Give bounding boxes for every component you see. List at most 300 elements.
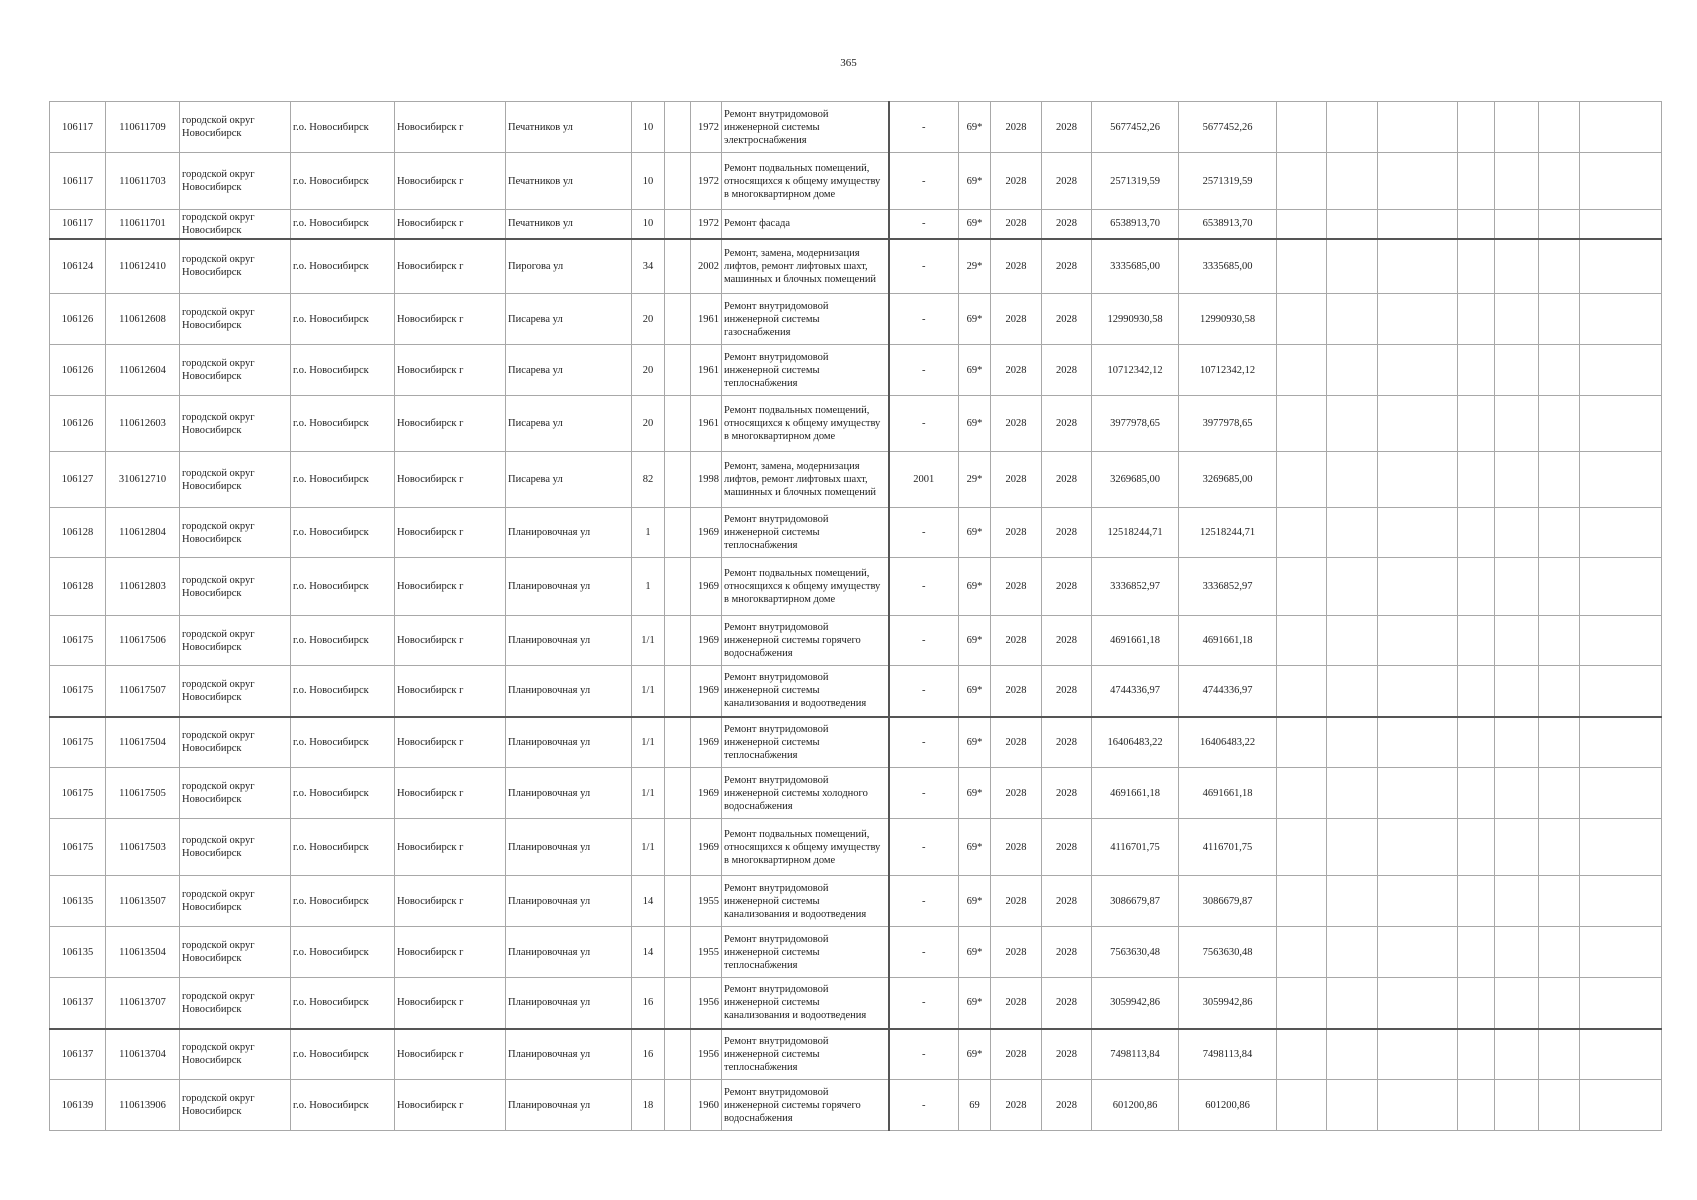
- empty-cell: [1277, 102, 1327, 153]
- empty-cell: [1539, 768, 1580, 819]
- city-cell: Новосибирск г: [395, 345, 506, 396]
- empty-cell: [1378, 239, 1458, 294]
- empty-cell: [1378, 1080, 1458, 1131]
- house-number-cell: 1/1: [632, 819, 665, 876]
- cost-fund-cell: 4691661,18: [1179, 616, 1277, 666]
- wear-percent-cell: 69*: [959, 102, 991, 153]
- empty-cell: [1539, 294, 1580, 345]
- object-id-cell: 106128: [50, 508, 106, 558]
- house-number-cell: 18: [632, 1080, 665, 1131]
- work-type-cell: Ремонт подвальных помещений, относящихся к общему имуществу в многоквартирном доме: [722, 396, 889, 452]
- empty-cell: [1277, 876, 1327, 927]
- empty-cell: [1580, 558, 1662, 616]
- work-type-cell: Ремонт подвальных помещений, относящихся к общему имуществу в многоквартирном доме: [722, 153, 889, 210]
- municipality-cell: городской округ Новосибирск: [180, 508, 291, 558]
- page-number: 365: [840, 57, 857, 69]
- wear-percent-cell: 69*: [959, 294, 991, 345]
- empty-cell: [1327, 294, 1378, 345]
- district-cell: г.о. Новосибирск: [291, 819, 395, 876]
- object-id-cell: 106117: [50, 210, 106, 239]
- building-number-cell: [665, 768, 691, 819]
- plan-start-year-cell: 2028: [991, 666, 1042, 717]
- empty-cell: [1327, 717, 1378, 768]
- year-built-cell: 1955: [691, 876, 722, 927]
- table-row: [50, 508, 1662, 558]
- plan-start-year-cell: 2028: [991, 294, 1042, 345]
- object-id-cell: 106175: [50, 616, 106, 666]
- empty-cell: [1580, 1080, 1662, 1131]
- empty-cell: [1580, 927, 1662, 978]
- building-number-cell: [665, 1080, 691, 1131]
- street-cell: Планировочная ул: [506, 978, 632, 1029]
- house-number-cell: 14: [632, 876, 665, 927]
- table-row: [50, 666, 1662, 717]
- empty-cell: [1458, 927, 1495, 978]
- empty-cell: [1327, 345, 1378, 396]
- house-number-cell: 10: [632, 153, 665, 210]
- building-number-cell: [665, 666, 691, 717]
- wear-percent-cell: 69*: [959, 153, 991, 210]
- cost-total-cell: 2571319,59: [1092, 153, 1179, 210]
- building-number-cell: [665, 558, 691, 616]
- capital-repair-table: [49, 101, 1662, 1131]
- cost-fund-cell: 7563630,48: [1179, 927, 1277, 978]
- object-id-cell: 106137: [50, 1029, 106, 1080]
- object-id-cell: 106135: [50, 876, 106, 927]
- wear-percent-cell: 69*: [959, 558, 991, 616]
- district-cell: г.о. Новосибирск: [291, 1080, 395, 1131]
- plan-start-year-cell: 2028: [991, 819, 1042, 876]
- table-row: [50, 876, 1662, 927]
- empty-cell: [1539, 508, 1580, 558]
- city-cell: Новосибирск г: [395, 1080, 506, 1131]
- city-cell: Новосибирск г: [395, 876, 506, 927]
- cost-total-cell: 10712342,12: [1092, 345, 1179, 396]
- empty-cell: [1539, 452, 1580, 508]
- empty-cell: [1378, 876, 1458, 927]
- empty-cell: [1458, 717, 1495, 768]
- table-body: [50, 102, 1662, 1131]
- cost-total-cell: 5677452,26: [1092, 102, 1179, 153]
- object-id-cell: 106117: [50, 153, 106, 210]
- empty-cell: [1539, 717, 1580, 768]
- empty-cell: [1580, 978, 1662, 1029]
- cost-total-cell: 12518244,71: [1092, 508, 1179, 558]
- district-cell: г.о. Новосибирск: [291, 927, 395, 978]
- city-cell: Новосибирск г: [395, 978, 506, 1029]
- previous-repair-year-cell: -: [889, 153, 959, 210]
- empty-cell: [1327, 396, 1378, 452]
- plan-start-year-cell: 2028: [991, 558, 1042, 616]
- plan-start-year-cell: 2028: [991, 239, 1042, 294]
- previous-repair-year-cell: -: [889, 294, 959, 345]
- district-cell: г.о. Новосибирск: [291, 616, 395, 666]
- year-built-cell: 1969: [691, 717, 722, 768]
- street-cell: Планировочная ул: [506, 666, 632, 717]
- empty-cell: [1539, 102, 1580, 153]
- work-code-cell: 110612803: [106, 558, 180, 616]
- empty-cell: [1580, 819, 1662, 876]
- wear-percent-cell: 69*: [959, 616, 991, 666]
- previous-repair-year-cell: -: [889, 978, 959, 1029]
- municipality-cell: городской округ Новосибирск: [180, 153, 291, 210]
- year-built-cell: 1969: [691, 508, 722, 558]
- empty-cell: [1458, 508, 1495, 558]
- plan-start-year-cell: 2028: [991, 1080, 1042, 1131]
- year-built-cell: 1955: [691, 927, 722, 978]
- cost-fund-cell: 3977978,65: [1179, 396, 1277, 452]
- work-code-cell: 110613704: [106, 1029, 180, 1080]
- empty-cell: [1378, 927, 1458, 978]
- wear-percent-cell: 69*: [959, 717, 991, 768]
- empty-cell: [1378, 666, 1458, 717]
- year-built-cell: 1972: [691, 153, 722, 210]
- work-code-cell: 110612608: [106, 294, 180, 345]
- object-id-cell: 106117: [50, 102, 106, 153]
- district-cell: г.о. Новосибирск: [291, 153, 395, 210]
- building-number-cell: [665, 717, 691, 768]
- table-row: [50, 153, 1662, 210]
- street-cell: Планировочная ул: [506, 768, 632, 819]
- object-id-cell: 106175: [50, 768, 106, 819]
- empty-cell: [1277, 819, 1327, 876]
- plan-end-year-cell: 2028: [1042, 294, 1092, 345]
- wear-percent-cell: 69*: [959, 396, 991, 452]
- work-code-cell: 110617505: [106, 768, 180, 819]
- plan-end-year-cell: 2028: [1042, 102, 1092, 153]
- plan-start-year-cell: 2028: [991, 978, 1042, 1029]
- year-built-cell: 1969: [691, 558, 722, 616]
- wear-percent-cell: 69*: [959, 210, 991, 239]
- table-row: [50, 768, 1662, 819]
- plan-end-year-cell: 2028: [1042, 876, 1092, 927]
- municipality-cell: городской округ Новосибирск: [180, 294, 291, 345]
- year-built-cell: 1960: [691, 1080, 722, 1131]
- empty-cell: [1580, 239, 1662, 294]
- work-type-cell: Ремонт внутридомовой инженерной системы теплоснабжения: [722, 717, 889, 768]
- year-built-cell: 1972: [691, 102, 722, 153]
- wear-percent-cell: 29*: [959, 452, 991, 508]
- city-cell: Новосибирск г: [395, 768, 506, 819]
- municipality-cell: городской округ Новосибирск: [180, 616, 291, 666]
- work-code-cell: 110612603: [106, 396, 180, 452]
- empty-cell: [1378, 558, 1458, 616]
- house-number-cell: 1/1: [632, 616, 665, 666]
- empty-cell: [1378, 717, 1458, 768]
- empty-cell: [1458, 1029, 1495, 1080]
- empty-cell: [1458, 819, 1495, 876]
- empty-cell: [1458, 345, 1495, 396]
- cost-fund-cell: 3059942,86: [1179, 978, 1277, 1029]
- empty-cell: [1495, 819, 1539, 876]
- street-cell: Планировочная ул: [506, 558, 632, 616]
- previous-repair-year-cell: -: [889, 345, 959, 396]
- empty-cell: [1539, 876, 1580, 927]
- plan-end-year-cell: 2028: [1042, 210, 1092, 239]
- previous-repair-year-cell: 2001: [889, 452, 959, 508]
- district-cell: г.о. Новосибирск: [291, 210, 395, 239]
- district-cell: г.о. Новосибирск: [291, 239, 395, 294]
- previous-repair-year-cell: -: [889, 396, 959, 452]
- city-cell: Новосибирск г: [395, 558, 506, 616]
- previous-repair-year-cell: -: [889, 102, 959, 153]
- house-number-cell: 10: [632, 210, 665, 239]
- empty-cell: [1539, 927, 1580, 978]
- cost-total-cell: 3336852,97: [1092, 558, 1179, 616]
- wear-percent-cell: 69*: [959, 768, 991, 819]
- plan-end-year-cell: 2028: [1042, 616, 1092, 666]
- building-number-cell: [665, 153, 691, 210]
- work-code-cell: 110613906: [106, 1080, 180, 1131]
- empty-cell: [1277, 1029, 1327, 1080]
- street-cell: Писарева ул: [506, 452, 632, 508]
- empty-cell: [1378, 396, 1458, 452]
- empty-cell: [1495, 102, 1539, 153]
- empty-cell: [1277, 1080, 1327, 1131]
- table-row: [50, 239, 1662, 294]
- city-cell: Новосибирск г: [395, 927, 506, 978]
- cost-fund-cell: 4116701,75: [1179, 819, 1277, 876]
- district-cell: г.о. Новосибирск: [291, 768, 395, 819]
- empty-cell: [1327, 210, 1378, 239]
- work-type-cell: Ремонт внутридомовой инженерной системы канализования и водоотведения: [722, 978, 889, 1029]
- work-type-cell: Ремонт фасада: [722, 210, 889, 239]
- empty-cell: [1378, 1029, 1458, 1080]
- cost-fund-cell: 3335685,00: [1179, 239, 1277, 294]
- street-cell: Планировочная ул: [506, 508, 632, 558]
- empty-cell: [1539, 153, 1580, 210]
- empty-cell: [1539, 345, 1580, 396]
- previous-repair-year-cell: -: [889, 876, 959, 927]
- year-built-cell: 1961: [691, 396, 722, 452]
- empty-cell: [1458, 210, 1495, 239]
- street-cell: Печатников ул: [506, 102, 632, 153]
- empty-cell: [1378, 452, 1458, 508]
- street-cell: Планировочная ул: [506, 1029, 632, 1080]
- building-number-cell: [665, 978, 691, 1029]
- empty-cell: [1277, 345, 1327, 396]
- district-cell: г.о. Новосибирск: [291, 345, 395, 396]
- table-row: [50, 452, 1662, 508]
- work-type-cell: Ремонт, замена, модернизация лифтов, ремонт лифтовых шахт, машинных и блочных помещений: [722, 239, 889, 294]
- cost-fund-cell: 3269685,00: [1179, 452, 1277, 508]
- previous-repair-year-cell: -: [889, 239, 959, 294]
- year-built-cell: 1956: [691, 1029, 722, 1080]
- building-number-cell: [665, 452, 691, 508]
- municipality-cell: городской округ Новосибирск: [180, 210, 291, 239]
- empty-cell: [1539, 558, 1580, 616]
- empty-cell: [1327, 927, 1378, 978]
- city-cell: Новосибирск г: [395, 294, 506, 345]
- year-built-cell: 1961: [691, 345, 722, 396]
- street-cell: Планировочная ул: [506, 927, 632, 978]
- house-number-cell: 20: [632, 345, 665, 396]
- plan-start-year-cell: 2028: [991, 153, 1042, 210]
- house-number-cell: 20: [632, 396, 665, 452]
- empty-cell: [1495, 1029, 1539, 1080]
- cost-total-cell: 3335685,00: [1092, 239, 1179, 294]
- plan-end-year-cell: 2028: [1042, 558, 1092, 616]
- empty-cell: [1458, 1080, 1495, 1131]
- plan-end-year-cell: 2028: [1042, 239, 1092, 294]
- street-cell: Писарева ул: [506, 345, 632, 396]
- street-cell: Планировочная ул: [506, 876, 632, 927]
- empty-cell: [1327, 1029, 1378, 1080]
- plan-start-year-cell: 2028: [991, 768, 1042, 819]
- empty-cell: [1580, 717, 1662, 768]
- table-row: [50, 717, 1662, 768]
- empty-cell: [1495, 768, 1539, 819]
- district-cell: г.о. Новосибирск: [291, 294, 395, 345]
- house-number-cell: 1/1: [632, 666, 665, 717]
- wear-percent-cell: 69*: [959, 978, 991, 1029]
- empty-cell: [1277, 717, 1327, 768]
- empty-cell: [1327, 508, 1378, 558]
- cost-total-cell: 7563630,48: [1092, 927, 1179, 978]
- empty-cell: [1277, 558, 1327, 616]
- previous-repair-year-cell: -: [889, 1080, 959, 1131]
- city-cell: Новосибирск г: [395, 153, 506, 210]
- table-row: [50, 294, 1662, 345]
- table-row: [50, 1080, 1662, 1131]
- street-cell: Печатников ул: [506, 153, 632, 210]
- object-id-cell: 106126: [50, 345, 106, 396]
- empty-cell: [1327, 616, 1378, 666]
- empty-cell: [1458, 558, 1495, 616]
- house-number-cell: 1: [632, 508, 665, 558]
- empty-cell: [1580, 666, 1662, 717]
- empty-cell: [1277, 210, 1327, 239]
- street-cell: Планировочная ул: [506, 616, 632, 666]
- work-code-cell: 110613504: [106, 927, 180, 978]
- wear-percent-cell: 29*: [959, 239, 991, 294]
- empty-cell: [1580, 508, 1662, 558]
- empty-cell: [1458, 239, 1495, 294]
- wear-percent-cell: 69*: [959, 876, 991, 927]
- work-code-cell: 110612604: [106, 345, 180, 396]
- plan-start-year-cell: 2028: [991, 616, 1042, 666]
- empty-cell: [1458, 768, 1495, 819]
- municipality-cell: городской округ Новосибирск: [180, 102, 291, 153]
- wear-percent-cell: 69*: [959, 666, 991, 717]
- district-cell: г.о. Новосибирск: [291, 558, 395, 616]
- municipality-cell: городской округ Новосибирск: [180, 1029, 291, 1080]
- building-number-cell: [665, 239, 691, 294]
- cost-total-cell: 3269685,00: [1092, 452, 1179, 508]
- object-id-cell: 106135: [50, 927, 106, 978]
- city-cell: Новосибирск г: [395, 616, 506, 666]
- building-number-cell: [665, 1029, 691, 1080]
- empty-cell: [1327, 819, 1378, 876]
- plan-end-year-cell: 2028: [1042, 1080, 1092, 1131]
- district-cell: г.о. Новосибирск: [291, 978, 395, 1029]
- house-number-cell: 14: [632, 927, 665, 978]
- plan-start-year-cell: 2028: [991, 396, 1042, 452]
- wear-percent-cell: 69: [959, 1080, 991, 1131]
- building-number-cell: [665, 927, 691, 978]
- building-number-cell: [665, 294, 691, 345]
- house-number-cell: 20: [632, 294, 665, 345]
- empty-cell: [1277, 294, 1327, 345]
- house-number-cell: 1/1: [632, 768, 665, 819]
- house-number-cell: 1: [632, 558, 665, 616]
- city-cell: Новосибирск г: [395, 396, 506, 452]
- district-cell: г.о. Новосибирск: [291, 102, 395, 153]
- previous-repair-year-cell: -: [889, 768, 959, 819]
- empty-cell: [1327, 239, 1378, 294]
- building-number-cell: [665, 819, 691, 876]
- year-built-cell: 1972: [691, 210, 722, 239]
- empty-cell: [1378, 210, 1458, 239]
- city-cell: Новосибирск г: [395, 1029, 506, 1080]
- empty-cell: [1458, 153, 1495, 210]
- previous-repair-year-cell: -: [889, 819, 959, 876]
- empty-cell: [1495, 927, 1539, 978]
- empty-cell: [1458, 452, 1495, 508]
- cost-total-cell: 6538913,70: [1092, 210, 1179, 239]
- table-row: [50, 978, 1662, 1029]
- cost-total-cell: 3977978,65: [1092, 396, 1179, 452]
- empty-cell: [1458, 978, 1495, 1029]
- object-id-cell: 106175: [50, 666, 106, 717]
- empty-cell: [1495, 452, 1539, 508]
- empty-cell: [1580, 616, 1662, 666]
- empty-cell: [1539, 819, 1580, 876]
- empty-cell: [1327, 452, 1378, 508]
- empty-cell: [1580, 452, 1662, 508]
- municipality-cell: городской округ Новосибирск: [180, 768, 291, 819]
- wear-percent-cell: 69*: [959, 927, 991, 978]
- year-built-cell: 1969: [691, 819, 722, 876]
- work-type-cell: Ремонт внутридомовой инженерной системы горячего водоснабжения: [722, 616, 889, 666]
- empty-cell: [1495, 616, 1539, 666]
- municipality-cell: городской округ Новосибирск: [180, 819, 291, 876]
- city-cell: Новосибирск г: [395, 508, 506, 558]
- plan-start-year-cell: 2028: [991, 927, 1042, 978]
- previous-repair-year-cell: -: [889, 210, 959, 239]
- empty-cell: [1495, 345, 1539, 396]
- cost-total-cell: 3086679,87: [1092, 876, 1179, 927]
- empty-cell: [1378, 768, 1458, 819]
- previous-repair-year-cell: -: [889, 666, 959, 717]
- cost-total-cell: 16406483,22: [1092, 717, 1179, 768]
- empty-cell: [1458, 876, 1495, 927]
- municipality-cell: городской округ Новосибирск: [180, 396, 291, 452]
- house-number-cell: 10: [632, 102, 665, 153]
- work-code-cell: 110612804: [106, 508, 180, 558]
- plan-end-year-cell: 2028: [1042, 508, 1092, 558]
- plan-end-year-cell: 2028: [1042, 345, 1092, 396]
- house-number-cell: 16: [632, 978, 665, 1029]
- city-cell: Новосибирск г: [395, 452, 506, 508]
- cost-fund-cell: 3336852,97: [1179, 558, 1277, 616]
- year-built-cell: 1969: [691, 768, 722, 819]
- cost-total-cell: 7498113,84: [1092, 1029, 1179, 1080]
- house-number-cell: 34: [632, 239, 665, 294]
- empty-cell: [1378, 153, 1458, 210]
- building-number-cell: [665, 102, 691, 153]
- work-type-cell: Ремонт внутридомовой инженерной системы теплоснабжения: [722, 508, 889, 558]
- work-code-cell: 110611709: [106, 102, 180, 153]
- work-code-cell: 110611703: [106, 153, 180, 210]
- empty-cell: [1539, 239, 1580, 294]
- empty-cell: [1580, 294, 1662, 345]
- district-cell: г.о. Новосибирск: [291, 452, 395, 508]
- plan-end-year-cell: 2028: [1042, 666, 1092, 717]
- wear-percent-cell: 69*: [959, 508, 991, 558]
- city-cell: Новосибирск г: [395, 210, 506, 239]
- year-built-cell: 1969: [691, 616, 722, 666]
